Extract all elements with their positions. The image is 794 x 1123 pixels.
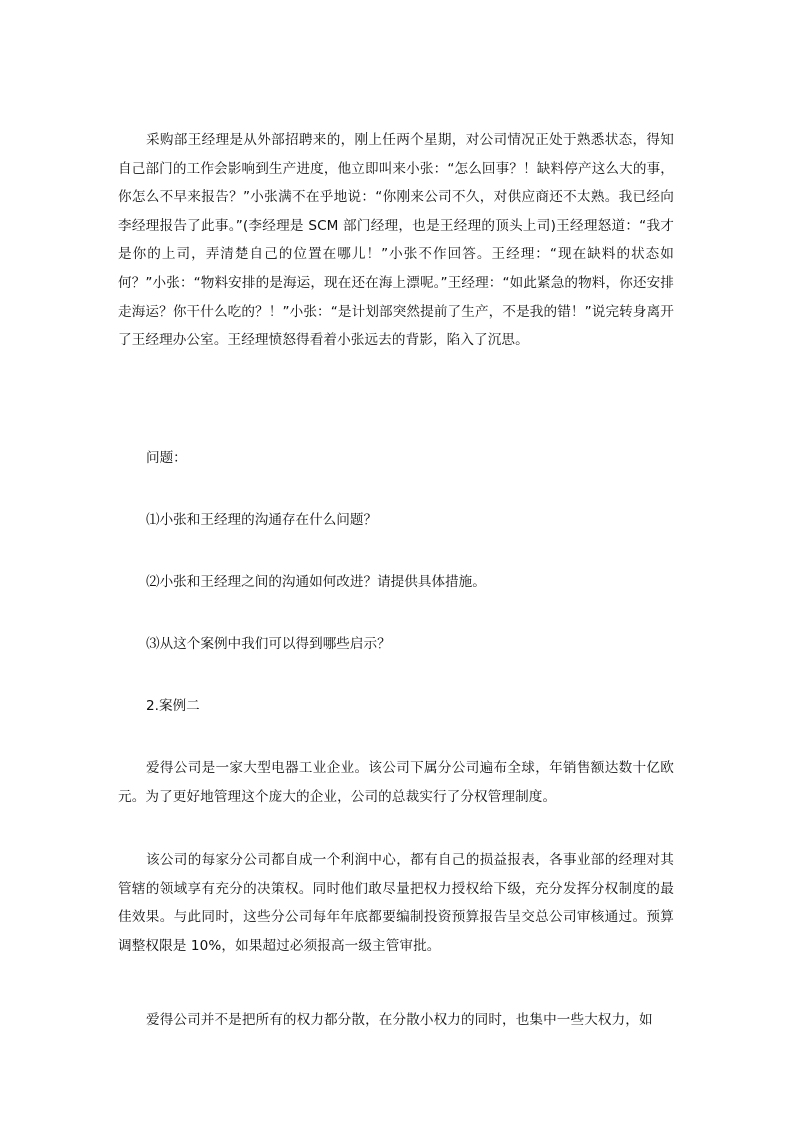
case2-paragraph-2: 该公司的每家分公司都自成一个利润中心，都有自己的损益报表，各事业部的经理对其管辖的领域享有充分的决策权。同时他们敢尽量把权力授权给下级，充分发挥分权制度的最佳效果。与此同时，这些分公司每年年底都要编制投资预算报告呈交总公司审核通过。预算调整权限是 10%，如果超过必须报高一级主管审批。 xyxy=(118,852,674,954)
case2-paragraph-3: 爱得公司并不是把所有的权力都分散，在分散小权力的同时，也集中一些大权力，如 xyxy=(146,1012,653,1028)
case2-paragraph-1: 爱得公司是一家大型电器工业企业。该公司下属分公司遍布全球，年销售额达数十亿欧元。为了更好地管理这个庞大的企业，公司的总裁实行了分权管理制度。 xyxy=(118,760,674,805)
question-1: ⑴小张和王经理的沟通存在什么问题？ xyxy=(146,512,378,528)
question-2: ⑵小张和王经理之间的沟通如何改进？请提供具体措施。 xyxy=(146,574,486,590)
question-3: ⑶从这个案例中我们可以得到哪些启示？ xyxy=(146,636,391,652)
case2-heading: 2.案例二 xyxy=(146,698,200,714)
question-heading: 问题： xyxy=(146,450,187,466)
case1-body-paragraph: 采购部王经理是从外部招聘来的，刚上任两个星期，对公司情况正处于熟悉状态，得知自己部门的工作会影响到生产进度，他立即叫来小张：“怎么回事？！缺料停产这么大的事，你怎么不早来报告？”小张满不在乎地说：“你刚来公司不久，对供应商还不太熟。我已经向李经理报告了此事。”(李经理是 SCM 部门经理，也是王经理的顶头上司)王经理怒道：“我才是你的上司，弄清楚自己的位置在哪儿！”小张不作回答。王经理：“现在缺料的状态如何？”小张：“物料安排的是海运，现在还在海上漂呢。”王经理：“如此紧急的物料，你还安排走海运？你干什么吃的？！”小张：“是计划部突然提前了生产，不是我的错！”说完转身离开了王经理办公室。王经理愤怒得看着小张远去的背影，陷入了沉思。 xyxy=(118,132,674,349)
